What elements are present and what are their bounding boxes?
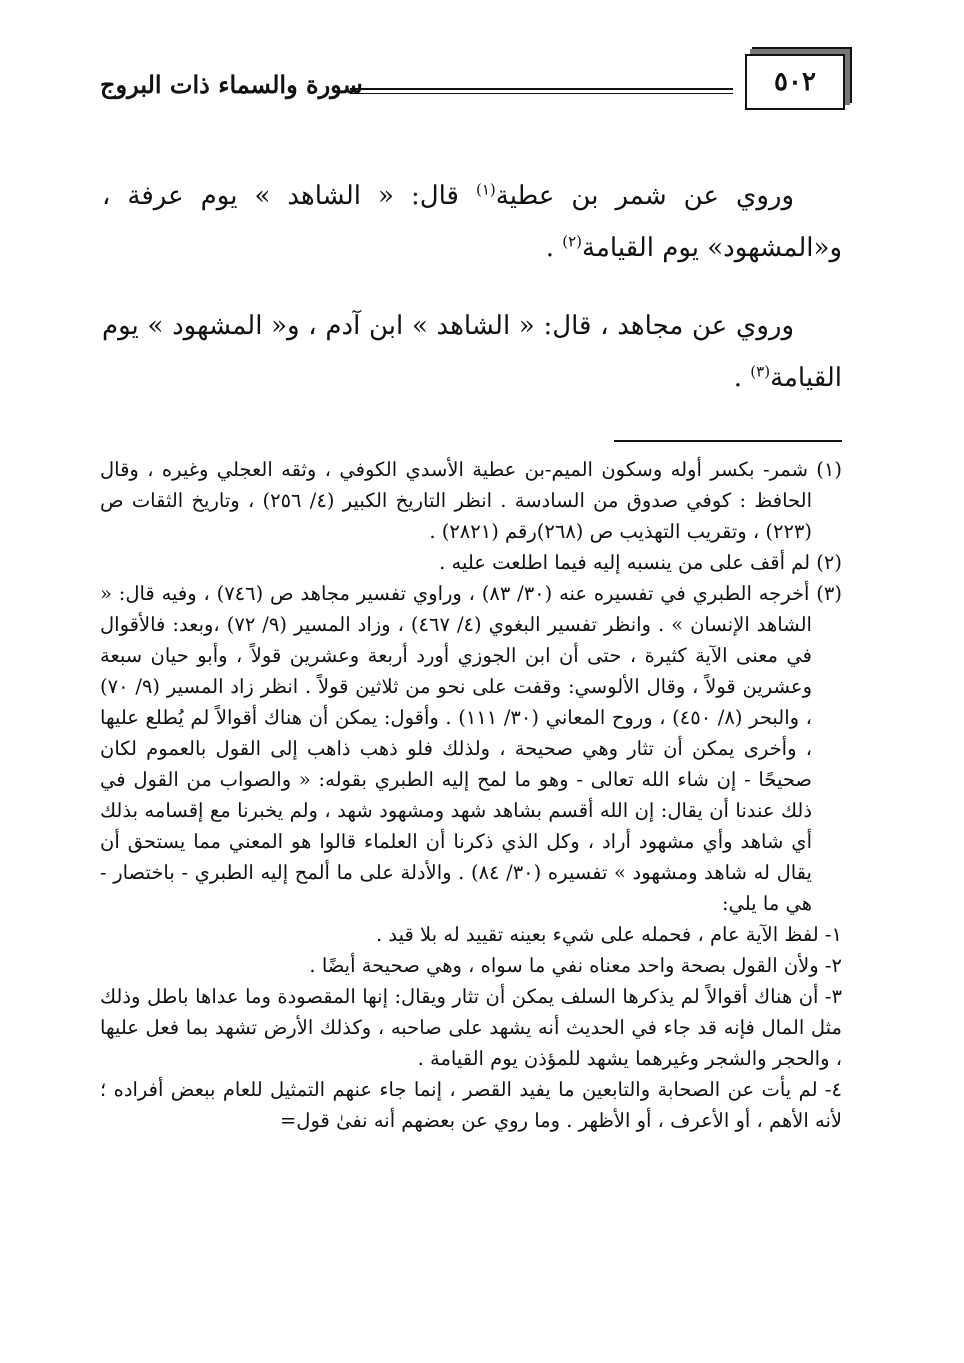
footnotes	[100, 454, 842, 1136]
footnote-3: (٣) أخرجه الطبري في تفسيره عنه (٣٠/ ٨٣) ، وراوي تفسير مجاهد ص (٧٤٦) ، وفيه قال: « الشاهد الإنسان » . وانظر تفسير البغوي (٤/ ٤٦٧) ، وزاد المسير (٩/ ٧٢) ،وبعد: فالأقوال في معنى الآية كثيرة ، حتى أن ابن الجوزي أورد أربعة وعشرين قولاً ، وأبو حيان سبعة وعشرين قولاً ، وقال الألوسي: وقفت على نحو من ثلاثين قولاً . انظر زاد المسير (٩/ ٧٠) ، والبحر (٨/ ٤٥٠) ، وروح المعاني (٣٠/ ١١١) . وأقول: يمكن أن هناك أقوالاً لم يُطلع عليها ، وأخرى يمكن أن تثار وهي صحيحة ، ولذلك فلو ذهب ذاهب إلى القول بالعموم لكان صحيحًا - إن شاء الله تعالى - وهو ما لمح إليه الطبري بقوله: « والصواب من القول في ذلك عندنا أن يقال: إن الله أقسم بشاهد شهد ومشهود شهد ، ولم يخبرنا مع إقسامه بذلك أي شاهد وأي مشهود أراد ، وكل الذي ذكرنا أن العلماء قالوا هو المعني مما يستحق أن يقال له شاهد ومشهود » تفسيره (٣٠/ ٨٤) . والأدلة على ما ألمح إليه الطبري - باختصار - هي ما يلي:	[100, 582, 842, 915]
footnote-3-point-1: ١- لفظ الآية عام ، فحمله على شيء بعينه تقييد له بلا قيد .	[376, 923, 842, 946]
footnote-3-point-3: ٣- أن هناك أقوالاً لم يذكرها السلف يمكن أن تثار ويقال: إنها المقصودة وما عداها باطل وذلك مثل المال فإنه قد جاء في الحديث أنه يشهد على صاحبه ، وكذلك الأرض تشهد بما فعل عليها ، والحجر والشجر وغيرهما يشهد للمؤذن يوم القيامة .	[100, 985, 842, 1070]
footnote-1: (١) شمر- بكسر أوله وسكون الميم-بن عطية الأسدي الكوفي ، وثقه العجلي وغيره ، وقال الحافظ : كوفي صدوق من السادسة . انظر التاريخ الكبير (٤/ ٢٥٦) ، وتاريخ الثقات ص (٢٢٣) ، وتقريب التهذيب ص (٢٦٨)رقم (٢٨٢١) .	[100, 458, 842, 543]
page-number: ٥٠٢	[774, 67, 816, 97]
footnote-ref-2: (٢)	[562, 232, 583, 251]
footnote-ref-3: (٣)	[750, 362, 771, 381]
main-paragraph-1	[102, 170, 842, 274]
page-number-box	[745, 54, 845, 110]
main-text	[102, 170, 842, 430]
page-header	[100, 48, 845, 118]
surah-title: سورة والسماء ذات البروج	[100, 70, 363, 99]
main-text-segment: وروي عن شمر بن عطية	[495, 181, 794, 211]
footnote-separator	[614, 440, 842, 442]
footnote-2: (٢) لم أقف على من ينسبه إليه فيما اطلعت عليه .	[439, 551, 842, 574]
footnote-3-point-4: ٤- لم يأت عن الصحابة والتابعين ما يفيد القصر ، إنما جاء عنهم التمثيل للعام ببعض أفراده ؛ لأنه الأهم ، أو الأعرف ، أو الأظهر . وما روي عن بعضهم أنه نفىٰ قول=	[100, 1078, 842, 1132]
header-rule	[350, 88, 733, 94]
main-text-segment: قال: « الشاهد » يوم عرفة ، و«المشهود» يوم القيامة	[102, 181, 842, 263]
main-paragraph-2	[102, 300, 842, 404]
main-text-segment: وروي عن مجاهد ، قال: « الشاهد » ابن آدم ، و« المشهود » يوم القيامة	[102, 311, 842, 393]
footnote-3-point-2: ٢- ولأن القول بصحة واحد معناه نفي ما سواه ، وهي صحيحة أيضًا .	[309, 954, 842, 977]
footnote-ref-1: (١)	[475, 180, 496, 199]
main-text-segment: .	[733, 363, 751, 393]
main-text-segment: .	[545, 233, 563, 263]
